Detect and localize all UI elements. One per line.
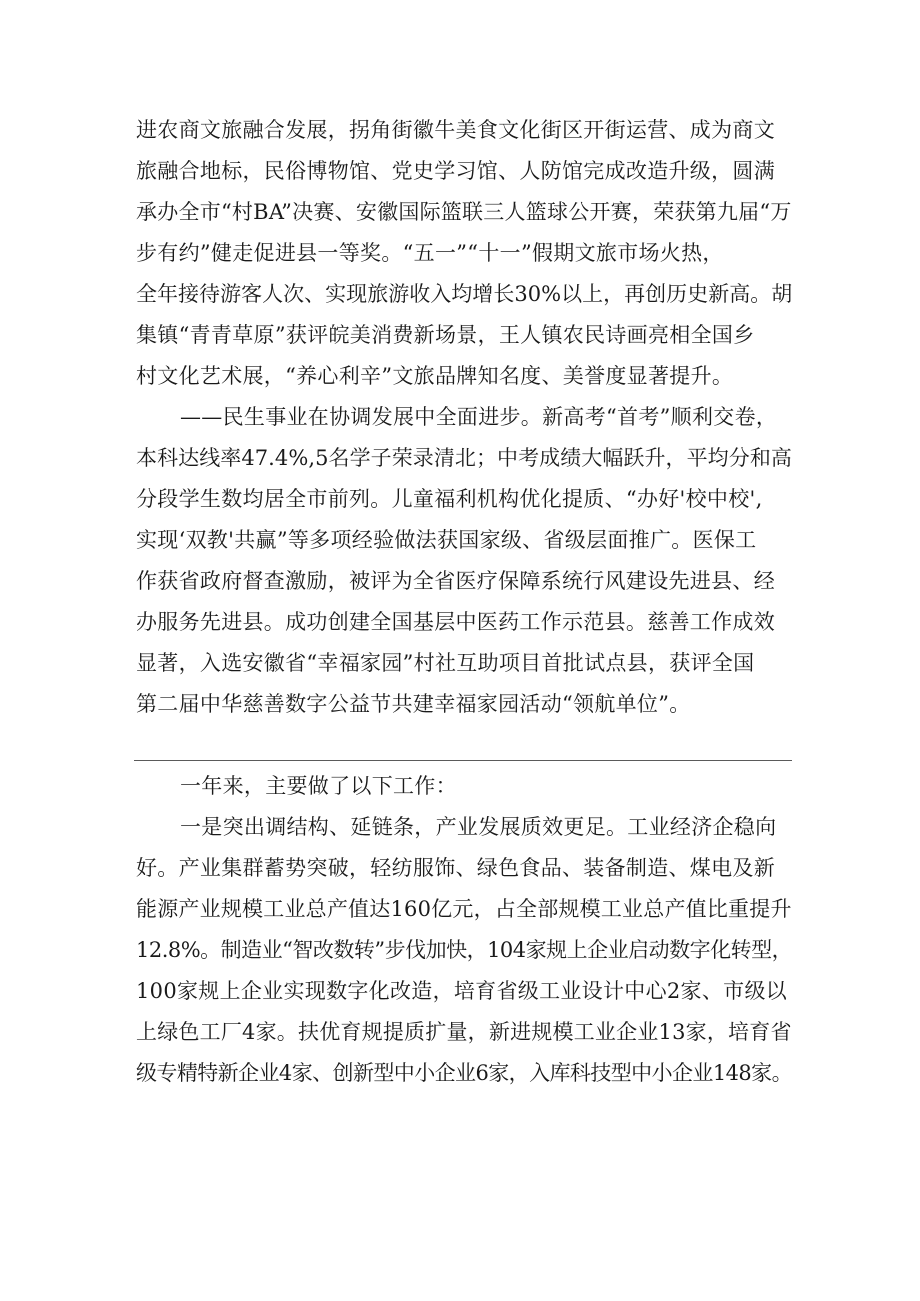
text-line: 办服务先进县。成功创建全国基层中医药工作示范县。慈善工作成效 xyxy=(136,610,775,634)
text-line: 好。产业集群蓄势突破，轻纺服饰、绿色食品、装备制造、煤电及新 xyxy=(136,856,775,880)
text-line: 集镇“青青草原”获评皖美消费新场景，王人镇农民诗画亮相全国乡 xyxy=(136,323,755,347)
body-text-lower xyxy=(136,766,792,1094)
text-line: 实现‘双教'共赢”等多项经验做法获国家级、省级层面推广。医保工 xyxy=(136,528,757,552)
text-line: 分段学生数均居全市前列。儿童福利机构优化提质、“办好'校中校', xyxy=(136,487,763,511)
paragraph-start-line: 一是突出调结构、延链条，产业发展质效更足。工业经济企稳向 xyxy=(180,815,777,839)
text-line: 承办全市“村BA”决赛、安徽国际篮联三人篮球公开赛，荣获第九届“万 xyxy=(136,200,792,224)
text-line: 村文化艺术展，“养心利辛”文旅品牌知名度、美誉度显著提升。 xyxy=(136,364,734,388)
text-line: 作获省政府督查激励，被评为全省医疗保障系统行风建设先进县、经 xyxy=(136,569,775,593)
text-line: 12.8%。制造业“智改数转”步伐加快，104家规上企业启动数字化转型， xyxy=(136,938,793,962)
text-line: 显著，入选安徽省“幸福家园”村社互助项目首批试点县，获评全国 xyxy=(136,651,755,675)
body-text-upper xyxy=(136,110,792,725)
text-line: 本科达线率47.4%,5名学子荣录清北；中考成绩大幅跃升，平均分和高 xyxy=(136,446,792,470)
text-line: 上绿色工厂4家。扶优育规提质扩量，新进规模工业企业13家，培育省 xyxy=(136,1020,792,1044)
text-line: 进农商文旅融合发展，拐角街徽牛美食文化街区开街运营、成为商文 xyxy=(136,118,775,142)
paragraph-start-line: ——民生事业在协调发展中全面进步。新高考“首考”顺利交卷， xyxy=(180,405,778,429)
text-line: 旅融合地标，民俗博物馆、党史学习馆、人防馆完成改造升级，圆满 xyxy=(136,159,775,183)
section-intro: 一年来，主要做了以下工作： xyxy=(180,774,457,798)
page-divider xyxy=(134,760,792,761)
text-line: 级专精特新企业4家、创新型中小企业6家，入库科技型中小企业148家。 xyxy=(136,1061,793,1085)
text-line: 步有约”健走促进县一等奖。“五一”“十一”假期文旅市场火热， xyxy=(136,241,724,265)
text-line: 能源产业规模工业总产值达160亿元，占全部规模工业总产值比重提升 xyxy=(136,897,792,921)
text-line: 第二届中华慈善数字公益节共建幸福家园活动“领航单位”。 xyxy=(136,692,691,716)
text-line: 100家规上企业实现数字化改造，培育省级工业设计中心2家、市级以 xyxy=(136,979,788,1003)
text-line: 全年接待游客人次、实现旅游收入均增长30%以上，再创历史新高。胡 xyxy=(136,282,793,306)
